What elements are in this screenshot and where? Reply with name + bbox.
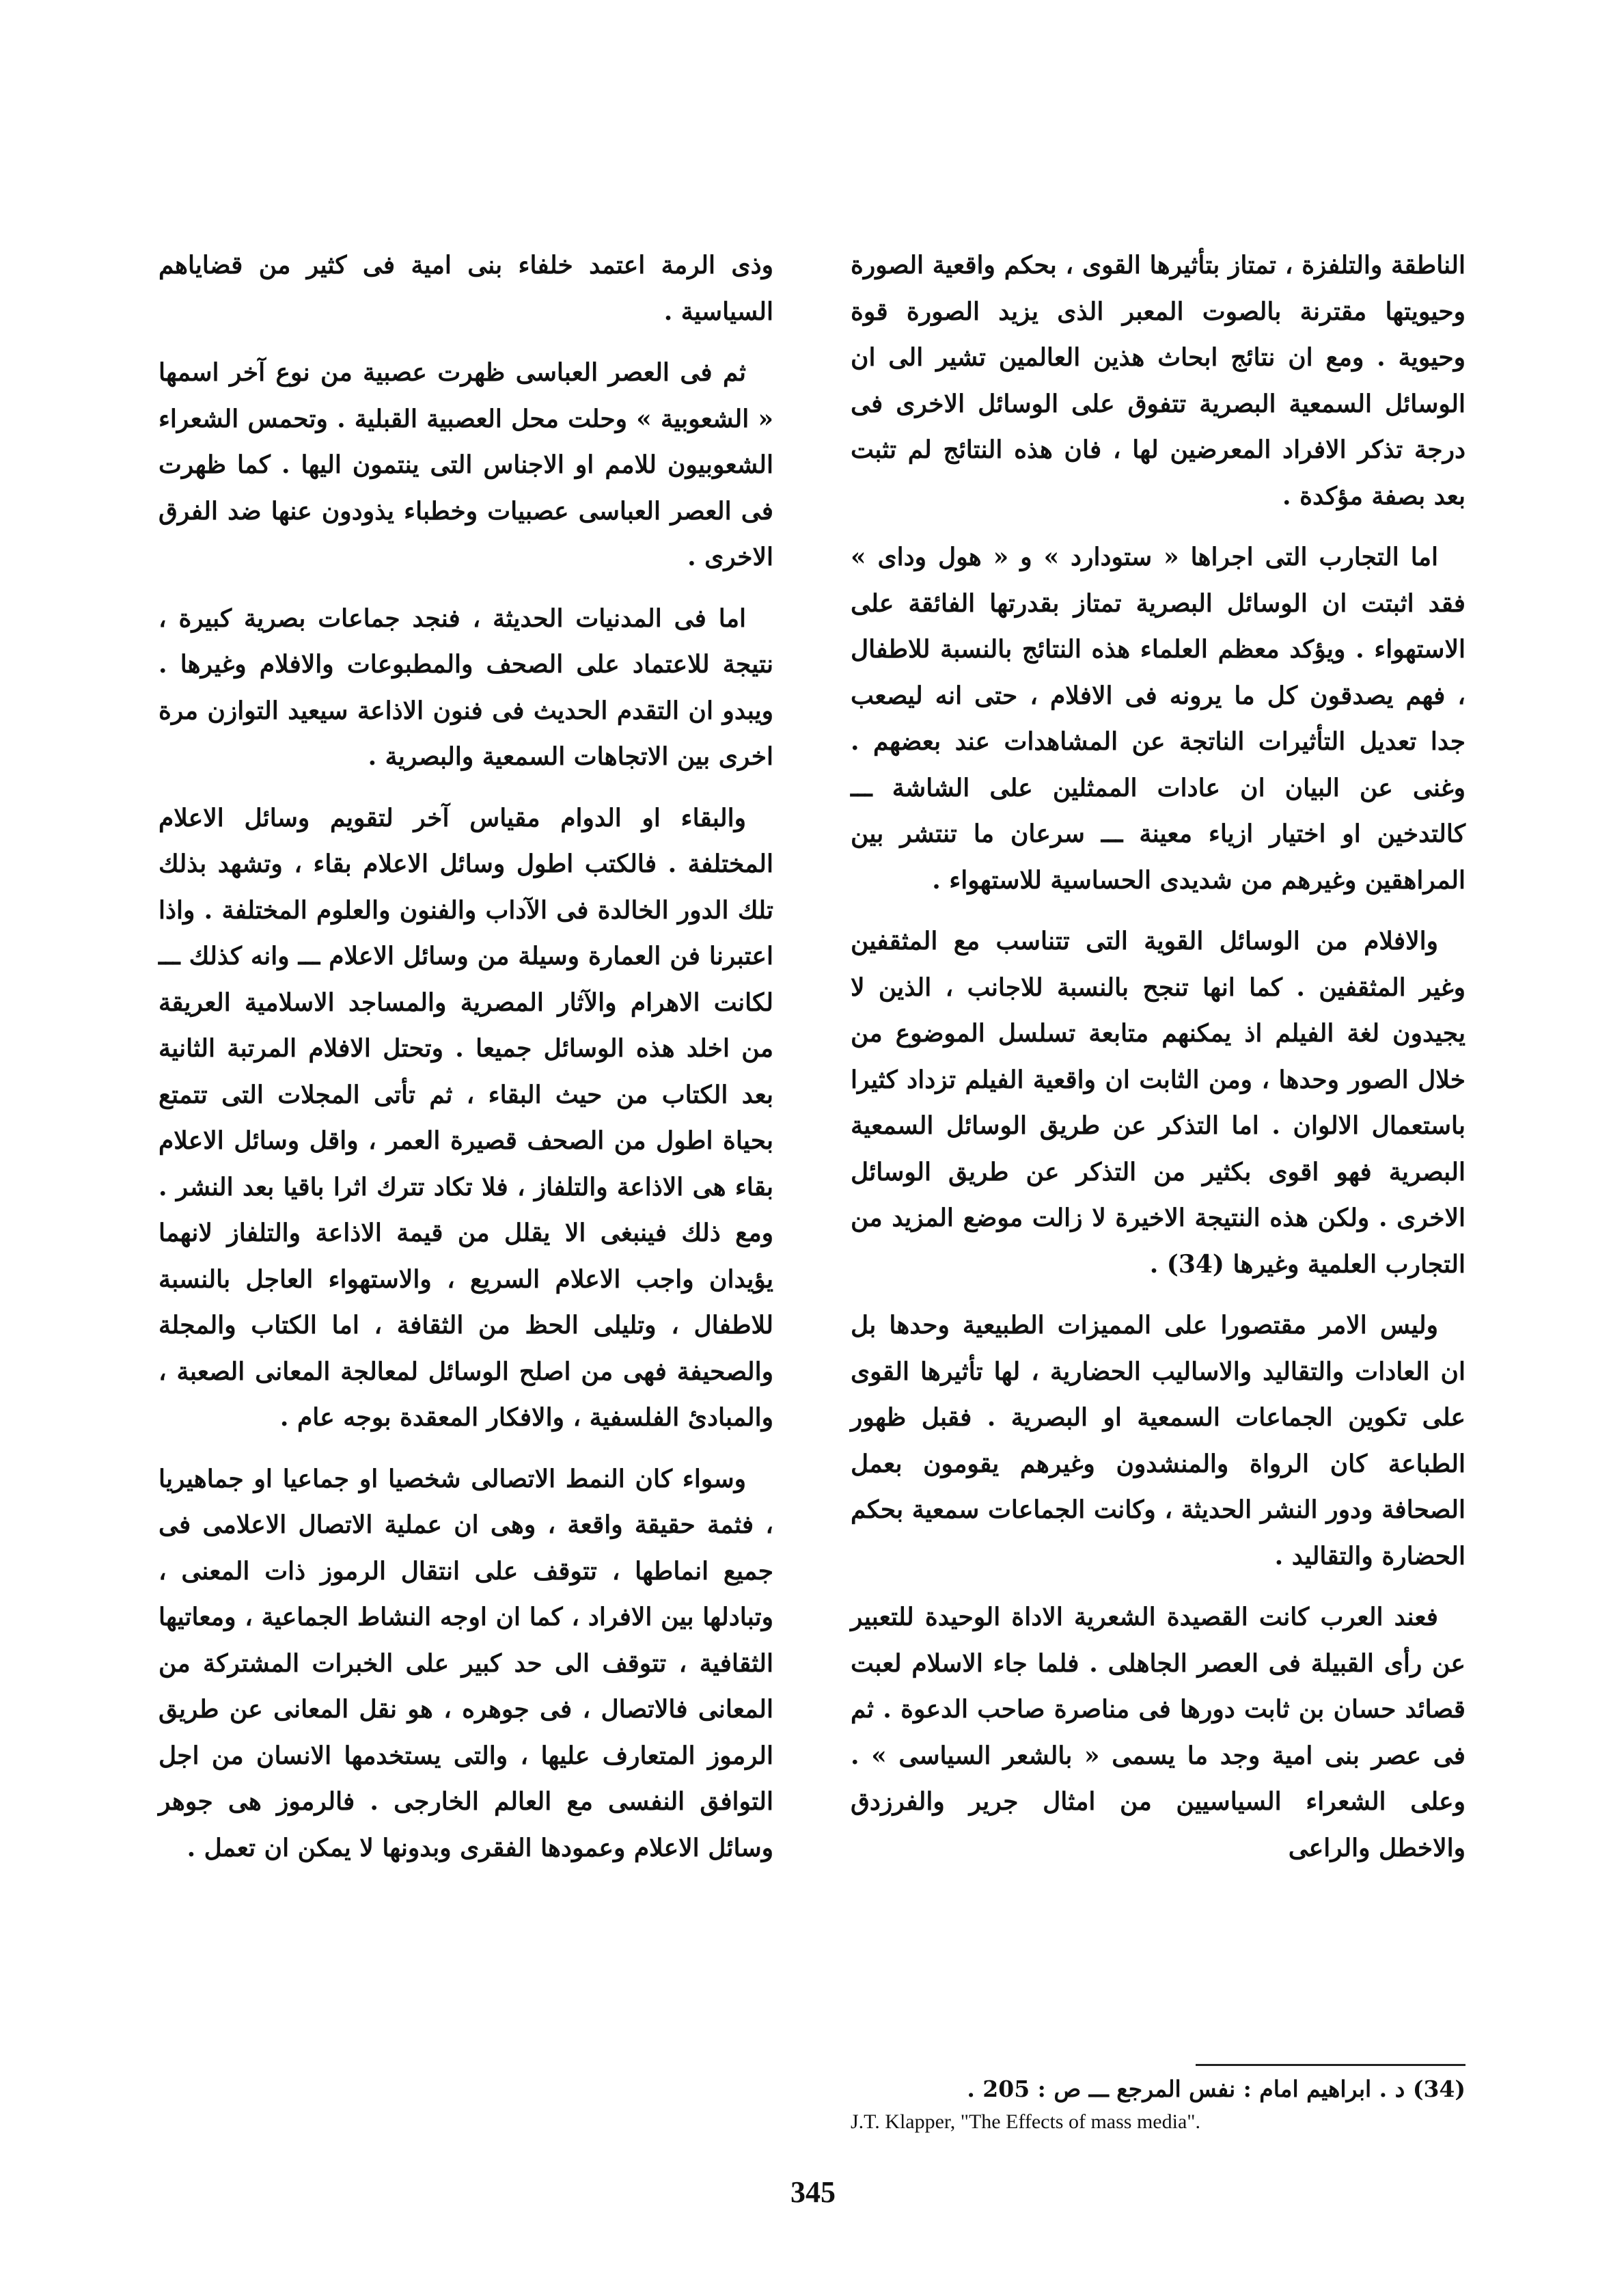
paragraph: ثم فى العصر العباسى ظهرت عصبية من نوع آخر اسمها « الشعوبية » وحلت محل العصبية القبلية . وتحمس الشعراء الشعوبيون للامم او الاجناس التى ينتمون اليها . كما ظهرت فى العصر العباسى عصبيات وخطباء يذودون عنها ضد الفرق الاخرى .	[159, 358, 773, 571]
footnote-divider	[1196, 2064, 1465, 2066]
paragraph: اما فى المدنيات الحديثة ، فنجد جماعات بصرية كبيرة ، نتيجة للاعتماد على الصحف والمطبوعات والافلام وغيرها . ويبدو ان التقدم الحديث فى فنون الاذاعة سيعيد التوازن مرة اخرى بين الاتجاهات السمعية والبصرية .	[159, 603, 773, 771]
paragraph: وذى الرمة اعتمد خلفاء بنى امية فى كثير من قضاياهم السياسية .	[159, 251, 773, 326]
footnote-english: J.T. Klapper, "The Effects of mass media".	[851, 2110, 1201, 2133]
paragraph: والبقاء او الدوام مقياس آخر لتقويم وسائل الاعلام المختلفة . فالكتب اطول وسائل الاعلام بقاء ، وتشهد بذلك تلك الدور الخالدة فى الآداب والفنون والعلوم المختلفة . واذا اعتبرنا فن العمارة وسيلة من وسائل الاعلام ـــ وانه كذلك ـــ لكانت الاهرام والآثار المصرية والمساجد الاسلامية العريقة من اخلد هذه الوسائل جميعا . وتحتل الافلام المرتبة الثانية بعد الكتاب من حيث البقاء ، ثم تأتى المجلات التى تتمتع بحياة اطول من الصحف قصيرة العمر ، واقل وسائل الاعلام بقاء هى الاذاعة والتلفاز ، فلا تكاد تترك اثرا باقيا بعد النشر . ومع ذلك فينبغى الا يقلل من قيمة الاذاعة والتلفاز لانهما يؤيدان واجب الاعلام السريع ، والاستهواء العاجل بالنسبة للاطفال ، وتليلى الحظ من الثقافة ، اما الكتاب والمجلة والصحيفة فهى من اصلح الوسائل لمعالجة المعانى الصعبة ، والمبادئ الفلسفية ، والافكار المعقدة بوجه عام .	[159, 803, 773, 1432]
page-number: 345	[790, 2175, 836, 2209]
paragraph: فعند العرب كانت القصيدة الشعرية الاداة الوحيدة للتعبير عن رأى القبيلة فى العصر الجاهلى . فلما جاء الاسلام لعبت قصائد حسان بن ثابت دورها فى مناصرة صاحب الدعوة . ثم فى عصر بنى امية وجد ما يسمى « بالشعر السياسى » . وعلى الشعراء السياسيين من امثال جرير والفرزدق والاخطل والراعى	[851, 1603, 1465, 1862]
left-text-column	[159, 243, 773, 1886]
paragraph: والافلام من الوسائل القوية التى تتناسب مع المثقفين وغير المثقفين . كما انها تنجح بالنسبة للاجانب ، الذين لا يجيدون لغة الفيلم اذ يمكنهم متابعة تسلسل الموضوع من خلال الصور وحدها ، ومن الثابت ان واقعية الفيلم تزداد كثيرا باستعمال الالوان . اما التذكر عن طريق الوسائل السمعية البصرية فهو اقوى بكثير من التذكر عن طريق الوسائل الاخرى . ولكن هذه النتيجة الاخيرة لا زالت موضع المزيد من التجارب العلمية وغيرها (34) .	[851, 927, 1465, 1279]
paragraph: الناطقة والتلفزة ، تمتاز بتأثيرها القوى ، بحكم واقعية الصورة وحيويتها مقترنة بالصوت المعبر الذى يزيد الصورة قوة وحيوية . ومع ان نتائج ابحاث هذين العالمين تشير الى ان الوسائل السمعية البصرية تتفوق على الوسائل الاخرى فى درجة تذكر الافراد المعرضين لها ، فان هذه النتائج لم تثبت بعد بصفة مؤكدة .	[851, 251, 1465, 511]
right-text-column	[851, 243, 1465, 1886]
paragraph: وسواء كان النمط الاتصالى شخصيا او جماعيا او جماهيريا ، فثمة حقيقة واقعة ، وهى ان عملية الاتصال الاعلامى فى جميع انماطها ، تتوقف على انتقال الرموز ذات المعنى ، وتبادلها بين الافراد ، كما ان اوجه النشاط الجماعية ، ومعاتيها الثقافية ، تتوقف الى حد كبير على الخبرات المشتركة من المعانى فالاتصال ، فى جوهره ، هو نقل المعانى عن طريق الرموز المتعارف عليها ، والتى يستخدمها الانسان من اجل التوافق النفسى مع العالم الخارجى . فالرموز هى جوهر وسائل الاعلام وعمودها الفقرى وبدونها لا يمكن ان تعمل .	[159, 1464, 773, 1862]
paragraph: اما التجارب التى اجراها « ستودارد » و « هول وداى » فقد اثبتت ان الوسائل البصرية تمتاز بقدرتها الفائقة على الاستهواء . ويؤكد معظم العلماء هذه النتائج بالنسبة للاطفال ، فهم يصدقون كل ما يرونه فى الافلام ، حتى انه ليصعب جدا تعديل التأثيرات الناتجة عن المشاهدات عند بعضهم . وغنى عن البيان ان عادات الممثلين على الشاشة ـــ كالتدخين او اختيار ازياء معينة ـــ سرعان ما تنتشر بين المراهقين وغيرهم من شديدى الحساسية للاستهواء .	[851, 543, 1465, 895]
footnote-arabic: (34) د . ابراهيم امام : نفس المرجع ـــ ص : 205 .	[967, 2076, 1465, 2102]
paragraph: وليس الامر مقتصورا على المميزات الطبيعية وحدها بل ان العادات والتقاليد والاساليب الحضارية ، لها تأثيرها القوى على تكوين الجماعات السمعية او البصرية . فقبل ظهور الطباعة كان الرواة والمنشدون وغيرهم يقومون بعمل الصحافة ودور النشر الحديثة ، وكانت الجماعات سمعية بحكم الحضارة والتقاليد .	[851, 1311, 1465, 1571]
